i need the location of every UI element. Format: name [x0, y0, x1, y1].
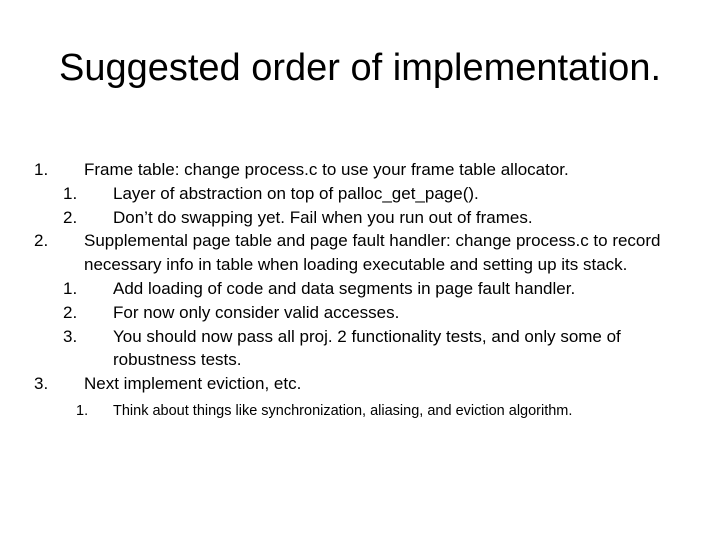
sub-list-item-text: Don’t do swapping yet. Fail when you run out of frames. [113, 207, 533, 227]
sub-list-number: 1. [63, 278, 78, 298]
sub-list-number: 2. [63, 302, 78, 322]
list-item-text: Next implement eviction, etc. [84, 374, 302, 394]
sub-list-item-text: You should now pass all proj. 2 functionality tests, and only some of robustness tests. [113, 326, 621, 370]
sub-list-item-text: Think about things like synchronization, aliasing, and eviction algorithm. [113, 402, 573, 419]
sub-list-number: 2. [63, 207, 78, 227]
slide-title: Suggested order of implementation. [58, 47, 662, 89]
sub-list-item [0, 301, 720, 325]
list-item-text: Supplemental page table and page fault handler: change process.c to record necessary info in table when loading executable and setting up its stack. [84, 231, 661, 275]
sub-list-item [0, 206, 720, 230]
list-number: 2. [34, 231, 49, 251]
sub-list-number: 1. [63, 183, 78, 203]
implementation-list [0, 158, 720, 424]
sub-list-item [0, 400, 720, 424]
list-number: 3. [34, 374, 49, 394]
list-item [0, 372, 720, 396]
sub-list-item [0, 182, 720, 206]
list-number: 1. [34, 160, 49, 179]
list-item [0, 158, 720, 182]
sub-list-item [0, 277, 720, 301]
list-item [0, 229, 720, 277]
sub-list-item-text: For now only consider valid accesses. [113, 302, 400, 322]
sub-list-item-text: Layer of abstraction on top of palloc_get_page(). [113, 183, 479, 203]
list-item-text: Frame table: change process.c to use your frame table allocator. [84, 160, 569, 179]
sub-list-number: 3. [63, 326, 78, 346]
sub-list-item [0, 325, 720, 373]
sub-list-number: 1. [76, 402, 89, 419]
sub-list-item-text: Add loading of code and data segments in page fault handler. [113, 278, 576, 298]
